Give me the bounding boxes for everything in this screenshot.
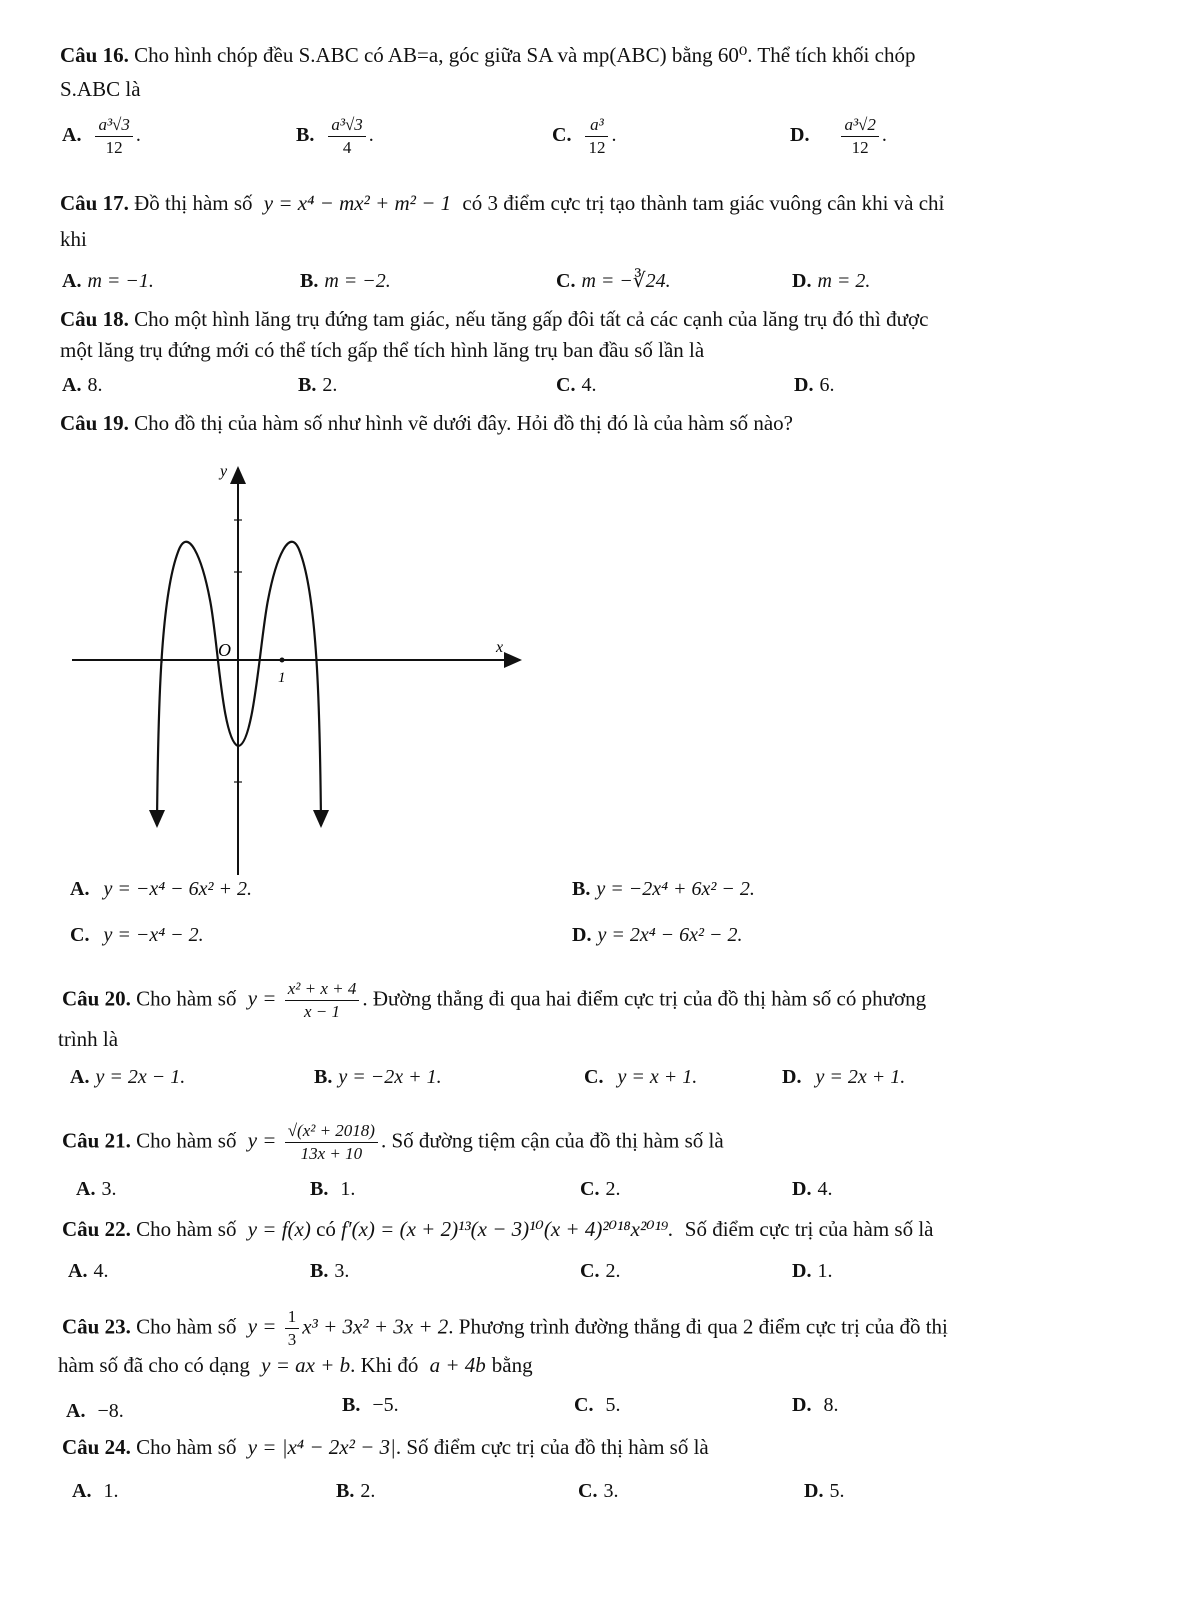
- q18-option-d[interactable]: D. 6.: [794, 374, 835, 396]
- q17-formula: y = x⁴ − mx² + m² − 1: [263, 191, 452, 215]
- q20-option-b[interactable]: B. y = −2x + 1.: [314, 1066, 442, 1088]
- q20-stem: Câu 20. Cho hàm số y = $\frac{\text{x² + x + 4}}{x - 1}$ . Đường thẳng đi qua hai điểm cực trị của đồ thị hàm số có phương: [62, 979, 927, 1021]
- q22-stem: Câu 22. Cho hàm số y = f(x) có f′(x) = (x + 2)¹³(x − 3)¹⁰(x + 4)²⁰¹⁸x²⁰¹⁹. Số điểm cực trị của hàm số là: [62, 1217, 934, 1241]
- q16-number: Câu 16.: [60, 43, 129, 67]
- q19-option-b[interactable]: B. y = −2x⁴ + 6x² − 2.: [572, 878, 755, 900]
- q23-option-d[interactable]: D. 8.: [792, 1394, 839, 1416]
- q24-formula: y = |x⁴ − 2x² − 3|: [247, 1435, 396, 1459]
- q21-stem: Câu 21. Cho hàm số y = $\frac{\text{√(x² + 2018)}}{13x + 10}$ . Số đường tiệm cận của đồ thị hàm số là: [62, 1121, 724, 1163]
- q19-graph: [60, 460, 540, 880]
- q23-option-b[interactable]: B. −5.: [342, 1394, 399, 1416]
- q17-option-d[interactable]: D. m = 2.: [792, 270, 871, 292]
- q23-stem-line2: hàm số đã cho có dạng y = ax + b. Khi đó a + 4b bằng: [58, 1353, 533, 1377]
- q16-stem-line2: S.ABC là: [60, 77, 141, 101]
- q21-number: Câu 21.: [62, 1128, 131, 1153]
- q23-number: Câu 23.: [62, 1314, 131, 1339]
- q24-number: Câu 24.: [62, 1435, 131, 1459]
- q23-stem: Câu 23. Cho hàm số y = $\frac{1}{3}$ x³ + 3x² + 3x + 2. Phương trình đường thẳng đi qua 2 điểm cực trị của đồ thị: [62, 1307, 948, 1349]
- q18-option-c[interactable]: C. 4.: [556, 374, 597, 396]
- q24-option-c[interactable]: C. 3.: [578, 1480, 619, 1502]
- q19-option-d[interactable]: D. y = 2x⁴ − 6x² − 2.: [572, 924, 743, 946]
- q23-fraction: $\frac{1}{3}$: [285, 1306, 300, 1351]
- q21-fraction: $\frac{\text{√(x² + 2018)}}{13x + 10}$: [285, 1120, 378, 1165]
- q18-option-a[interactable]: A. 8.: [62, 374, 103, 396]
- q23-option-a[interactable]: A. −8.: [66, 1400, 124, 1422]
- q22-number: Câu 22.: [62, 1217, 131, 1241]
- q16-d-fraction: $\frac{\text{a³√2}}{12}$: [841, 114, 878, 159]
- q18-option-b[interactable]: B. 2.: [298, 374, 338, 396]
- q21-option-a[interactable]: A. 3.: [76, 1178, 117, 1200]
- q24-option-b[interactable]: B. 2.: [336, 1480, 376, 1502]
- q17-stem: Câu 17. Đồ thị hàm số y = x⁴ − mx² + m² − 1 có 3 điểm cực trị tạo thành tam giác vuông cân khi và chỉ: [60, 191, 945, 215]
- q18-number: Câu 18.: [60, 307, 129, 331]
- q17-stem-line2: khi: [60, 227, 87, 251]
- q20-option-c[interactable]: C. y = x + 1.: [584, 1066, 698, 1088]
- q20-fraction: $\frac{\text{x² + x + 4}}{x - 1}$: [285, 978, 360, 1023]
- q20-option-a[interactable]: A. y = 2x − 1.: [70, 1066, 186, 1088]
- q24-option-d[interactable]: D. 5.: [804, 1480, 845, 1502]
- q22-option-a[interactable]: A. 4.: [68, 1260, 109, 1282]
- q19-stem: Câu 19. Cho đồ thị của hàm số như hình vẽ dưới đây. Hỏi đồ thị đó là của hàm số nào?: [60, 411, 794, 435]
- q22-option-b[interactable]: B. 3.: [310, 1260, 350, 1282]
- x-axis-label: x: [496, 639, 504, 656]
- q20-option-d[interactable]: D. y = 2x + 1.: [782, 1066, 906, 1088]
- q21-option-d[interactable]: D. 4.: [792, 1178, 833, 1200]
- y-axis-label: y: [220, 463, 228, 480]
- q16-b-fraction: $\frac{\text{a³√3}}{4}$: [328, 114, 365, 159]
- q21-option-b[interactable]: B. 1.: [310, 1178, 356, 1200]
- tick-one-dot: [280, 658, 285, 663]
- q22-derivative: f′(x) = (x + 2)¹³(x − 3)¹⁰(x + 4)²⁰¹⁸x²⁰¹⁹.: [341, 1217, 674, 1241]
- q17-option-c[interactable]: C. m = −∛24.: [556, 270, 671, 292]
- q23-option-c[interactable]: C. 5.: [574, 1394, 621, 1416]
- q20-stem-line2: trình là: [58, 1027, 119, 1051]
- q21-option-c[interactable]: C. 2.: [580, 1178, 621, 1200]
- q18-stem: Câu 18. Cho một hình lăng trụ đứng tam giác, nếu tăng gấp đôi tất cả các cạnh của lăng trụ đó thì được: [60, 307, 929, 331]
- q22-option-d[interactable]: D. 1.: [792, 1260, 833, 1282]
- q17-number: Câu 17.: [60, 191, 129, 215]
- q16-a-fraction: $\frac{\text{a³√3}}{12}$: [95, 114, 132, 159]
- q16-c-fraction: $\frac{\text{a³}}{12}$: [585, 114, 608, 159]
- q16-option-a[interactable]: A. $\frac{\text{a³√3}}{12}$ .: [62, 115, 141, 157]
- q16-text: Cho hình chóp đều S.ABC có AB=a, góc giữa SA và mp(ABC) bằng 60⁰. Thể tích khối chóp: [134, 43, 916, 67]
- q17-option-b[interactable]: B. m = −2.: [300, 270, 391, 292]
- q16-stem: [60, 42, 915, 68]
- q19-number: Câu 19.: [60, 411, 129, 435]
- q16-option-d[interactable]: D. $\frac{\text{a³√2}}{12}$ .: [790, 115, 887, 157]
- q16-option-b[interactable]: B. $\frac{\text{a³√3}}{4}$ .: [296, 115, 374, 157]
- q20-number: Câu 20.: [62, 986, 131, 1011]
- origin-label: O: [218, 640, 231, 660]
- q16-option-c[interactable]: C. $\frac{\text{a³}}{12}$ .: [552, 115, 617, 157]
- q19-option-c[interactable]: C. y = −x⁴ − 2.: [70, 924, 204, 946]
- q18-stem-line2: một lăng trụ đứng mới có thể tích gấp thể tích hình lăng trụ ban đầu số lần là: [60, 338, 705, 362]
- q22-option-c[interactable]: C. 2.: [580, 1260, 621, 1282]
- q17-option-a[interactable]: A. m = −1.: [62, 270, 154, 292]
- q24-option-a[interactable]: A. 1.: [72, 1480, 119, 1502]
- tick-one-label: 1: [278, 670, 286, 686]
- q24-stem: Câu 24. Cho hàm số y = |x⁴ − 2x² − 3|. Số điểm cực trị của đồ thị hàm số là: [62, 1435, 709, 1459]
- q19-option-a[interactable]: A. y = −x⁴ − 6x² + 2.: [70, 878, 253, 900]
